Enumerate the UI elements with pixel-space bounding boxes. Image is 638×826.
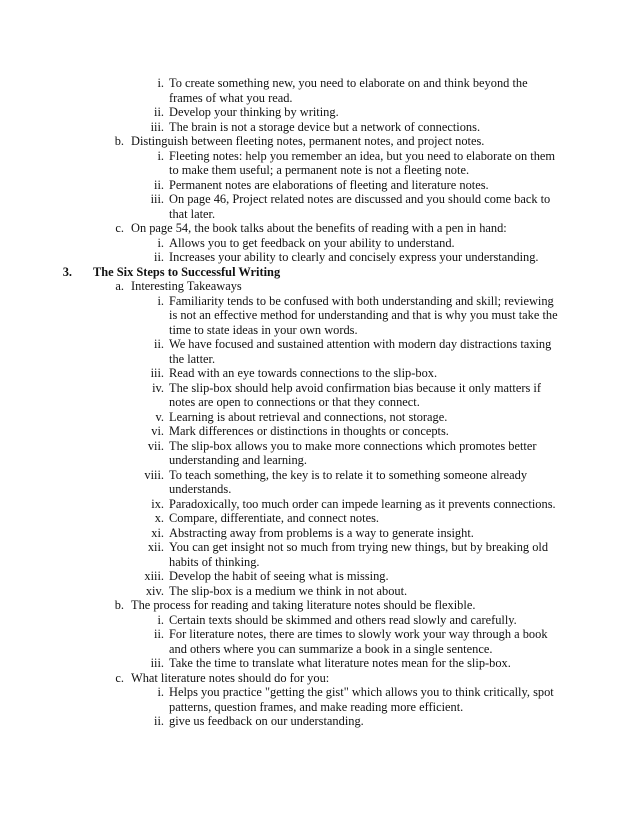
list-item bbox=[0, 656, 638, 671]
list-item-continuation bbox=[0, 453, 638, 468]
list-item bbox=[0, 439, 638, 454]
list-item-text: Familiarity tends to be confused with both understanding and skill; reviewing bbox=[169, 293, 554, 308]
list-item-continuation bbox=[0, 308, 638, 323]
list-item bbox=[0, 178, 638, 193]
list-item bbox=[0, 134, 638, 149]
list-marker: i. bbox=[157, 148, 164, 163]
list-item-text: Distinguish between fleeting notes, permanent notes, and project notes. bbox=[131, 134, 485, 148]
list-item-text: time to state ideas in your own words. bbox=[169, 322, 358, 337]
document-page bbox=[0, 76, 638, 729]
list-item bbox=[0, 424, 638, 439]
list-marker: b. bbox=[114, 598, 124, 612]
list-item-continuation bbox=[0, 352, 638, 367]
list-item bbox=[0, 279, 638, 294]
list-item-continuation bbox=[0, 482, 638, 497]
list-item-continuation bbox=[0, 555, 638, 570]
list-marker: vi. bbox=[151, 424, 164, 438]
list-marker: a. bbox=[115, 279, 124, 293]
list-marker: ii. bbox=[154, 337, 164, 351]
list-marker: xiii. bbox=[144, 569, 164, 583]
list-marker: ii. bbox=[154, 714, 164, 728]
list-item-text: give us feedback on our understanding. bbox=[169, 714, 364, 728]
list-item-text: The process for reading and taking literature notes should be flexible. bbox=[131, 598, 476, 612]
list-item-text: Read with an eye towards connections to the slip-box. bbox=[169, 366, 438, 380]
list-item-text: The brain is not a storage device but a network of connections. bbox=[169, 119, 481, 134]
list-item-continuation bbox=[0, 700, 638, 715]
list-item bbox=[0, 714, 638, 729]
list-item bbox=[0, 526, 638, 541]
list-item-text: You can get insight not so much from trying new things, but by breaking old bbox=[169, 540, 549, 554]
list-item-text: Learning is about retrieval and connections, not storage. bbox=[169, 409, 448, 424]
list-item-text: Permanent notes are elaborations of fleeting and literature notes. bbox=[169, 177, 489, 192]
list-item-continuation bbox=[0, 323, 638, 338]
list-item bbox=[0, 598, 638, 613]
list-item-text: Mark differences or distinctions in thoughts or concepts. bbox=[169, 424, 449, 438]
list-item-continuation bbox=[0, 207, 638, 222]
list-item-text: Abstracting away from problems is a way to generate insight. bbox=[169, 525, 474, 540]
list-marker: ii. bbox=[154, 627, 164, 641]
list-item bbox=[0, 149, 638, 164]
list-item bbox=[0, 584, 638, 599]
list-item bbox=[0, 381, 638, 396]
list-item-text: For literature notes, there are times to slowly work your way through a book bbox=[169, 627, 548, 641]
list-marker: i. bbox=[157, 235, 164, 250]
list-item bbox=[0, 221, 638, 236]
list-item bbox=[0, 569, 638, 584]
list-marker: i. bbox=[157, 76, 164, 90]
list-marker: c. bbox=[115, 670, 124, 685]
list-marker: iii. bbox=[150, 119, 164, 134]
list-item-text: is not an effective method for understanding and that is why you must take the bbox=[169, 308, 558, 322]
list-item-text: Develop the habit of seeing what is missing. bbox=[169, 569, 389, 583]
list-item-text: The slip-box should help avoid confirmation bias because it only matters if bbox=[169, 380, 541, 395]
list-marker: viii. bbox=[144, 467, 164, 482]
list-marker: c. bbox=[115, 221, 124, 235]
list-marker: vii. bbox=[147, 438, 164, 453]
list-item bbox=[0, 236, 638, 251]
list-item-text: We have focused and sustained attention with modern day distractions taxing bbox=[169, 337, 552, 351]
list-marker: v. bbox=[155, 409, 164, 424]
list-item bbox=[0, 671, 638, 686]
list-marker: xi. bbox=[151, 525, 164, 540]
list-marker: x. bbox=[154, 511, 164, 525]
list-item-text: Take the time to translate what literature notes mean for the slip-box. bbox=[169, 656, 511, 670]
list-item bbox=[0, 613, 638, 628]
list-item bbox=[0, 627, 638, 642]
list-item-text: Allows you to get feedback on your ability to understand. bbox=[169, 235, 455, 250]
list-item-text: patterns, question frames, and make reading more efficient. bbox=[169, 699, 464, 714]
list-item-text: notes are open to connections or that they connect. bbox=[169, 395, 420, 409]
list-item-text: Develop your thinking by writing. bbox=[169, 105, 339, 119]
list-item-continuation bbox=[0, 163, 638, 178]
list-item-text: and others where you can summarize a book in a single sentence. bbox=[169, 641, 493, 656]
list-item bbox=[0, 540, 638, 555]
list-item-text: The slip-box allows you to make more connections which promotes better bbox=[169, 438, 537, 453]
list-item-text: The Six Steps to Successful Writing bbox=[93, 264, 281, 279]
list-item-text: Paradoxically, too much order can impede learning as it prevents connections. bbox=[169, 496, 556, 511]
list-marker: i. bbox=[157, 685, 164, 699]
list-item bbox=[0, 468, 638, 483]
list-marker: i. bbox=[157, 293, 164, 308]
list-item-continuation bbox=[0, 395, 638, 410]
list-item-text: to make them useful; a permanent note is not a fleeting note. bbox=[169, 163, 470, 177]
list-item-text: Helps you practice "getting the gist" which allows you to think critically, spot bbox=[169, 685, 554, 699]
list-item-text: that later. bbox=[169, 206, 216, 221]
list-item bbox=[0, 511, 638, 526]
list-item-text: To create something new, you need to elaborate on and think beyond the bbox=[169, 76, 528, 90]
list-item bbox=[0, 76, 638, 91]
list-item-text: To teach something, the key is to relate it to something someone already bbox=[169, 467, 528, 482]
list-marker: iv. bbox=[152, 380, 164, 395]
list-item-text: understands. bbox=[169, 482, 232, 496]
list-item-text: frames of what you read. bbox=[169, 90, 293, 105]
list-marker: iii. bbox=[150, 366, 164, 380]
list-item bbox=[0, 120, 638, 135]
list-item-text: Interesting Takeaways bbox=[131, 279, 242, 293]
list-item-text: The slip-box is a medium we think in not about. bbox=[169, 583, 408, 598]
list-item bbox=[0, 410, 638, 425]
list-marker: ii. bbox=[154, 105, 164, 119]
list-item bbox=[0, 366, 638, 381]
list-item-continuation bbox=[0, 91, 638, 106]
list-marker: ix. bbox=[151, 496, 164, 511]
section-heading bbox=[0, 265, 638, 280]
list-item bbox=[0, 685, 638, 700]
list-item-text: Fleeting notes: help you remember an idea, but you need to elaborate on them bbox=[169, 148, 556, 163]
list-item-text: understanding and learning. bbox=[169, 453, 307, 467]
list-marker: i. bbox=[157, 612, 164, 627]
list-item-continuation bbox=[0, 642, 638, 657]
list-item bbox=[0, 192, 638, 207]
list-item-text: the latter. bbox=[169, 351, 216, 366]
list-marker: ii. bbox=[154, 250, 164, 264]
list-marker: ii. bbox=[154, 177, 164, 192]
list-marker: 3. bbox=[62, 264, 72, 279]
list-marker: iii. bbox=[150, 192, 164, 206]
list-item bbox=[0, 294, 638, 309]
list-marker: xii. bbox=[147, 540, 164, 554]
list-marker: xiv. bbox=[145, 583, 164, 598]
list-item bbox=[0, 250, 638, 265]
list-item-text: On page 46, Project related notes are discussed and you should come back to bbox=[169, 192, 551, 206]
list-item-text: habits of thinking. bbox=[169, 554, 260, 569]
list-item-text: What literature notes should do for you: bbox=[131, 670, 330, 685]
list-marker: b. bbox=[114, 134, 124, 148]
list-item bbox=[0, 337, 638, 352]
list-marker: iii. bbox=[150, 656, 164, 670]
list-item bbox=[0, 497, 638, 512]
list-item-text: Increases your ability to clearly and concisely express your understanding. bbox=[169, 250, 539, 264]
list-item-text: On page 54, the book talks about the benefits of reading with a pen in hand: bbox=[131, 221, 507, 235]
list-item bbox=[0, 105, 638, 120]
list-item-text: Certain texts should be skimmed and others read slowly and carefully. bbox=[169, 612, 517, 627]
list-item-text: Compare, differentiate, and connect notes. bbox=[169, 511, 379, 525]
